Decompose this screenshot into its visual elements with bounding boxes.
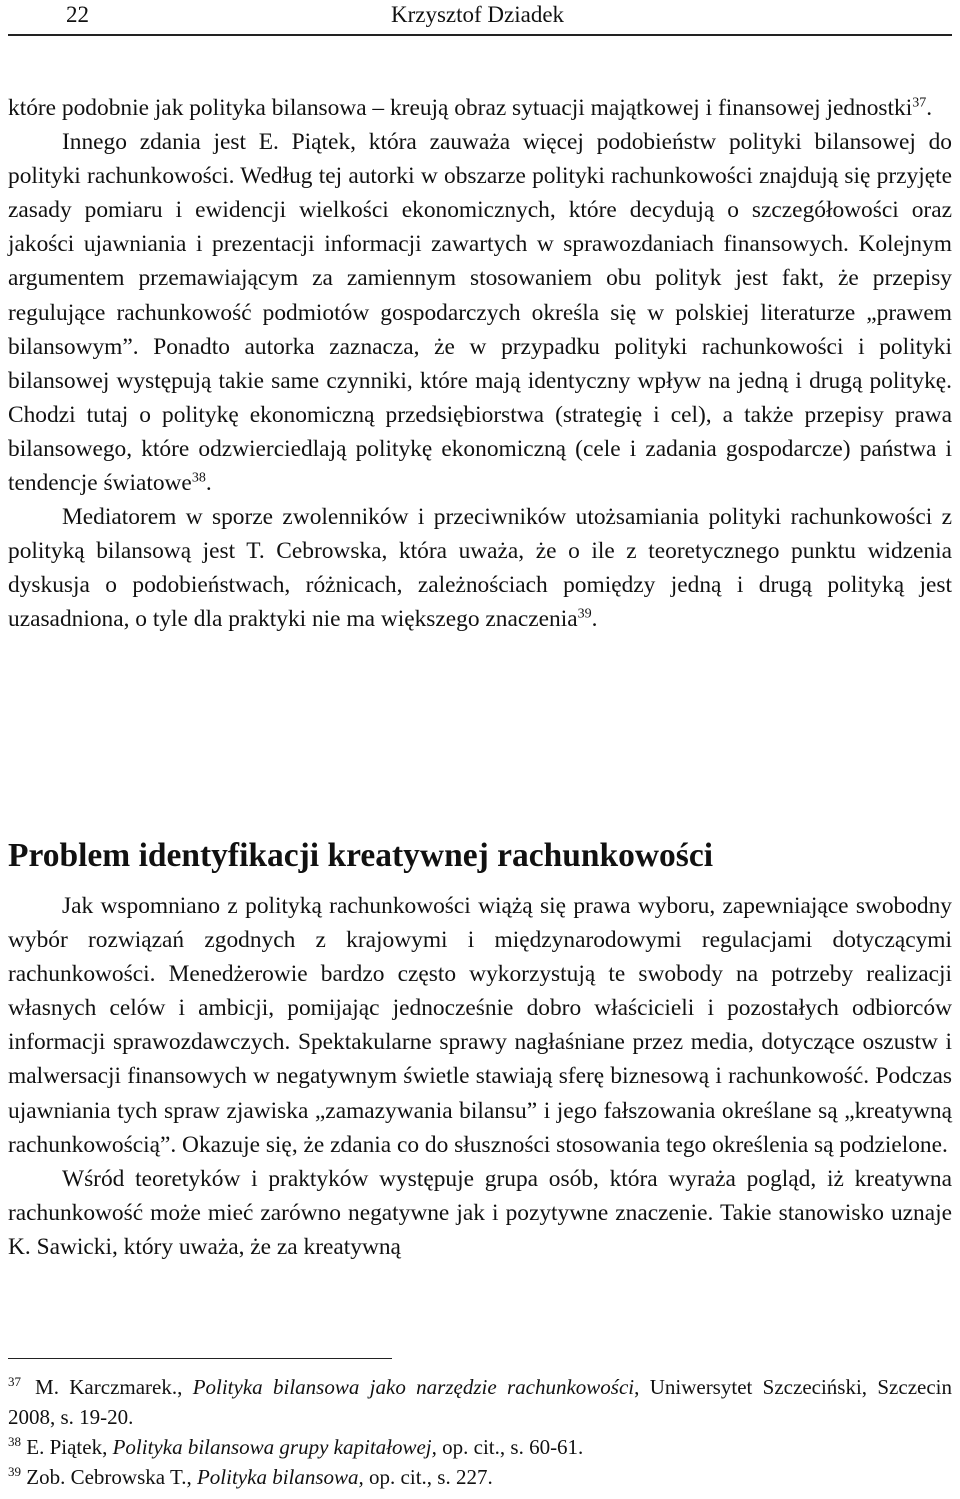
footnote-number: 39 xyxy=(8,1464,22,1480)
paragraph-2: Innego zdania jest E. Piątek, która zauważa więcej podobieństw polityki bilansowej do polityki rachunkowości. Według tej autorki w obszarze polityki rachunkowości znajdują się przyjęte zasady pomiaru i ewidencji wielkości ekonomicznych, które decydują o szczegółowości oraz jakości ujawniania i prezentacji informacji zawartych w sprawozdaniach finansowych. Kolejnym argumentem przemawiającym za zamiennym stosowaniem obu polityk jest fakt, że przepisy regulujące rachunkowość podmiotów gospodarczych określa się w polskiej literaturze „prawem bilansowym”. Ponadto autorka zaznacza, że w przypadku polityki rachunkowości i polityki bilansowej występują takie same czynniki, które mają identyczny wpływ na jedną i drugą politykę. Chodzi tutaj o politykę ekonomiczną przedsiębiorstwa (strategię i cel), a także przepisy prawa bilansowego, które odzwierciedlają politykę ekonomiczną (cele i zadania gospodarcze) państwa i tendencje światowe$^{38}$. xyxy=(8,129,952,497)
running-head-author: Krzysztof Dziadek xyxy=(391,2,565,27)
footnote-separator xyxy=(8,1358,392,1359)
page-number: 22 xyxy=(66,2,89,27)
section-paragraph-2: Wśród teoretyków i praktyków występuje grupa osób, która wyraża pogląd, iż kreatywna rachunkowość może mieć zarówno negatywne jak i pozytywne znaczenie. Takie stanowisko uznaje K. Sawicki, który uważa, że za kreatywną xyxy=(8,1165,952,1260)
footnote-38: $^{38}$ E. Piątek, Polityka bilansowa grupy kapitałowej, op. cit., s. 60-61. xyxy=(8,1434,584,1459)
footnote-ref-39[interactable]: 39 xyxy=(577,605,592,622)
footnote-ref-38[interactable]: 38 xyxy=(191,469,206,486)
paragraph-1: które podobnie jak polityka bilansowa – kreują obraz sytuacji majątkowej i finansowej jednostki$^{37}$. xyxy=(8,94,933,121)
footnote-37: $^{37}$ M. Karczmarek., Polityka bilansowa jako narzędzie rachunkowości, Uniwersytet Szczeciński, Szczecin 2008, s. 19-20. xyxy=(8,1374,952,1429)
footnote-number: 38 xyxy=(8,1434,22,1450)
footnote-title: Polityka bilansowa jako narzędzie rachunkowości xyxy=(192,1375,635,1399)
section-body-text xyxy=(8,889,952,1264)
footnote-title: Polityka bilansowa grupy kapitałowej, xyxy=(112,1435,437,1459)
section-heading: Problem identyfikacji kreatywnej rachunkowości xyxy=(8,837,714,874)
section-paragraph-1: Jak wspomniano z polityką rachunkowości wiążą się prawa wyboru, zapewniające swobodny wybór rozwiązań zgodnych z krajowymi i międzynarodowymi regulacjami dotyczącymi rachunkowości. Menedżerowie bardzo często wykorzystują te swobody na potrzeby realizacji własnych celów i ambicji, pomijając jednocześnie dobro właścicieli i pozostałych odbiorców informacji sprawozdawczych. Spektakularne sprawy nagłaśniane przez media, dotyczące oszustw i malwersacji finansowych w negatywnym świetle stawiają sferę biznesową i rachunkowość. Podczas ujawniania tych spraw zjawiska „zamazywania bilansu” i jego fałszowania określane są „kreatywną rachunkowością”. Okazuje się, że zdania co do słuszności stosowania tego określenia są podzielone. xyxy=(8,893,952,1158)
footnote-ref-37[interactable]: 37 xyxy=(912,94,927,111)
page-header xyxy=(8,0,952,36)
footnote-39: $^{39}$ Zob. Cebrowska T., Polityka bilansowa, op. cit., s. 227. xyxy=(8,1464,493,1489)
footnotes xyxy=(8,1372,952,1492)
footnote-title: Polityka bilansowa, xyxy=(196,1465,364,1489)
body-text xyxy=(8,91,952,637)
footnote-number: 37 xyxy=(8,1374,22,1390)
paragraph-3: Mediatorem w sporze zwolenników i przeciwników utożsamiania polityki rachunkowości z polityką bilansową jest T. Cebrowska, która uważa, że o ile z teoretycznego punktu widzenia dyskusja o podobieństwach, różnicach, zależnościach pomiędzy jedną i drugą polityką jest uzasadniona, o tyle dla praktyki nie ma większego znaczenia$^{39}$. xyxy=(8,504,952,633)
